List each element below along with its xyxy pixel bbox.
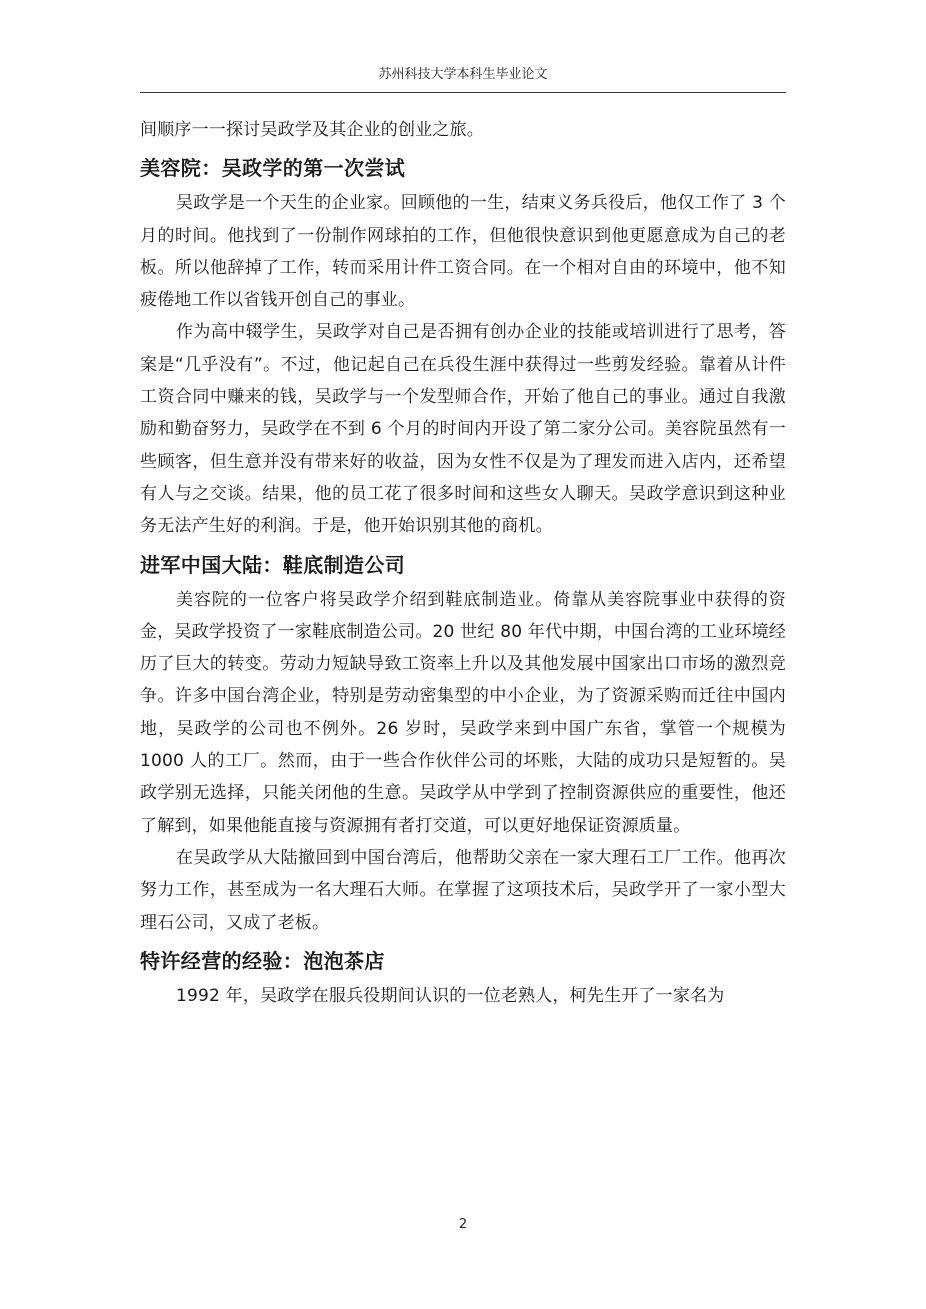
- header-divider: [140, 92, 786, 93]
- paragraph-beauty-salon-2: 作为高中辍学生，吴政学对自己是否拥有创办企业的技能或培训进行了思考，答案是“几乎没有”。不过，他记起自己在兵役生涯中获得过一些剪发经验。靠着从计件工资合同中赚来的钱，吴政学与一个发型师合作，开始了他自己的事业。通过自我激励和勤奋努力，吴政学在不到 6 个月的时间内开设了第二家分公司。美容院虽然有一些顾客，但生意并没有带来好的收益，因为女性不仅是为了理发而进入店内，还希望有人与之交谈。结果，他的员工花了很多时间和这些女人聊天。吴政学意识到这种业务无法产生好的利润。于是，他开始识别其他的商机。: [140, 322, 786, 537]
- paragraph-bubble-tea-1: 1992 年，吴政学在服兵役期间认识的一位老熟人，柯先生开了一家名为: [176, 985, 725, 1006]
- intro-continuation-paragraph: 间顺序一一探讨吴政学及其企业的创业之旅。: [140, 120, 484, 140]
- section-heading-mainland-shoe-sole: 进军中国大陆：鞋底制造公司: [140, 552, 406, 577]
- section-heading-franchise-bubble-tea: 特许经营的经验：泡泡茶店: [140, 948, 385, 973]
- paragraph-shoe-sole-2: 在吴政学从大陆撤回到中国台湾后，他帮助父亲在一家大理石工厂工作。他再次努力工作，甚至成为一名大理石大师。在掌握了这项技术后，吴政学开了一家小型大理石公司，又成了老板。: [140, 847, 786, 933]
- document-body: [140, 114, 786, 1012]
- section-heading-beauty-salon: 美容院：吴政学的第一次尝试: [140, 156, 406, 181]
- paragraph-shoe-sole-1: 美容院的一位客户将吴政学介绍到鞋底制造业。倚靠从美容院事业中获得的资金，吴政学投资了一家鞋底制造公司。20 世纪 80 年代中期，中国台湾的工业环境经历了巨大的转变。劳动力短缺导致工资率上升以及其他发展中国家出口市场的激烈竞争。许多中国台湾企业，特别是劳动密集型的中小企业，为了资源采购而迁往中国内地，吴政学的公司也不例外。26 岁时，吴政学来到中国广东省，掌管一个规模为 1000 人的工厂。然而，由于一些合作伙伴公司的坏账，大陆的成功只是短暂的。吴政学别无选择，只能关闭他的生意。吴政学从中学到了控制资源供应的重要性，他还了解到，如果他能直接与资源拥有者打交道，可以更好地保证资源质量。: [140, 589, 786, 836]
- page-header: 苏州科技大学本科生毕业论文: [378, 67, 548, 82]
- page-number: 2: [458, 1217, 468, 1232]
- paragraph-beauty-salon-1: 吴政学是一个天生的企业家。回顾他的一生，结束义务兵役后，他仅工作了 3 个月的时间。他找到了一份制作网球拍的工作，但他很快意识到他更愿意成为自己的老板。所以他辞掉了工作，转而采用计件工资合同。在一个相对自由的环境中，他不知疲倦地工作以省钱开创自己的事业。: [140, 193, 786, 311]
